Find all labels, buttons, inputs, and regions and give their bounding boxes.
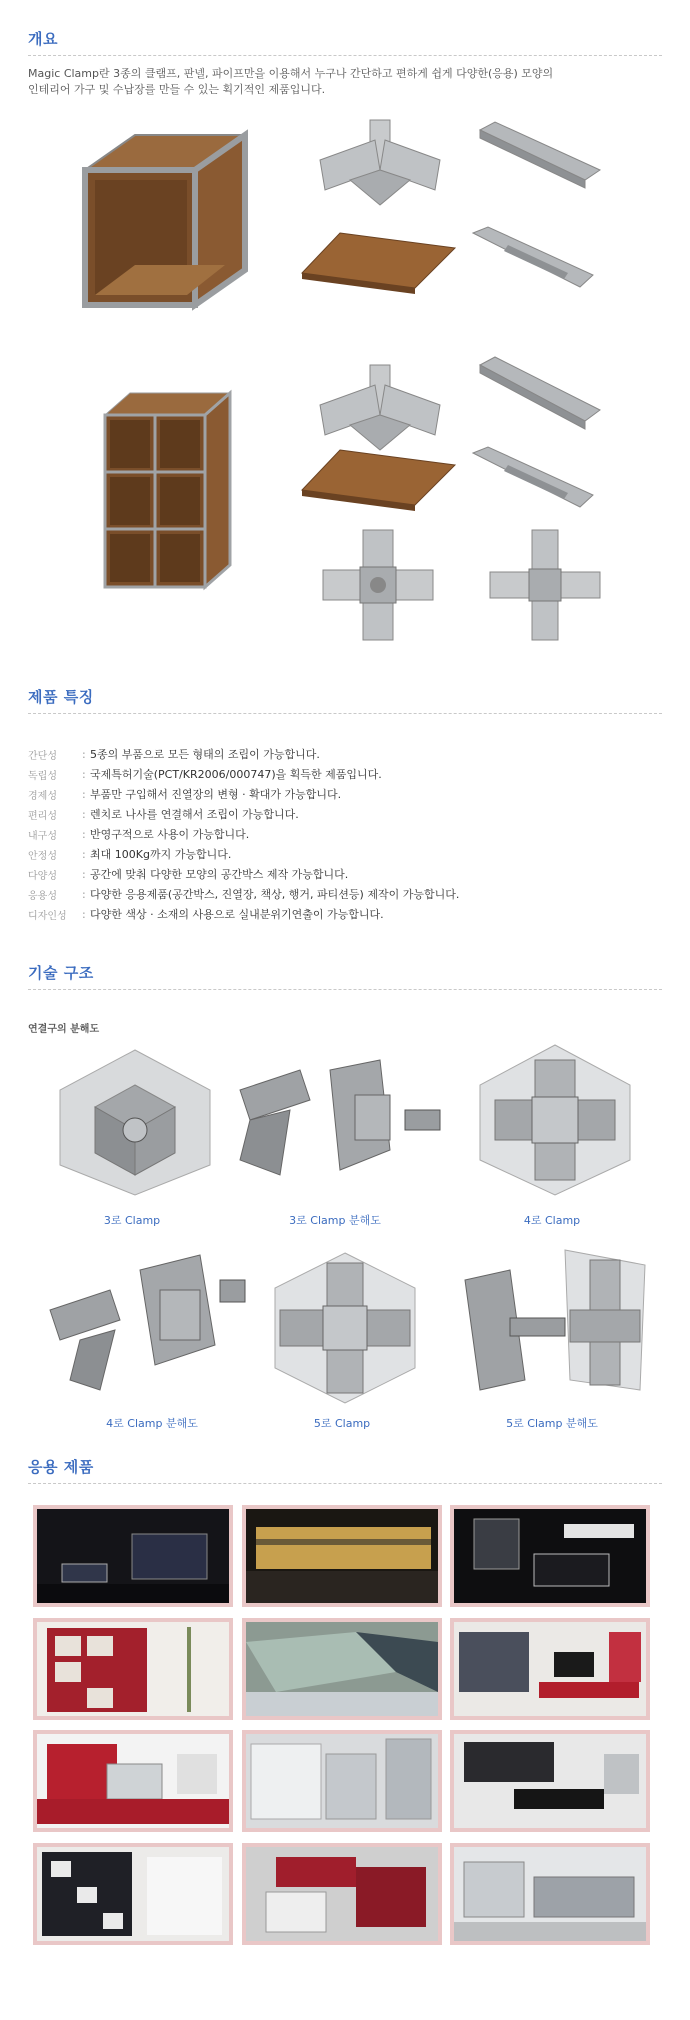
features-divider xyxy=(28,713,662,714)
application-photo xyxy=(242,1730,442,1832)
overview-title: 개요 xyxy=(28,30,58,48)
tech-subtitle: 연결구의 분해도 xyxy=(28,1024,100,1035)
feature-row: 내구성 : 반영구적으로 사용이 가능합니다. xyxy=(28,827,250,842)
overview-divider xyxy=(28,55,662,56)
feature-row: 응용성 : 다양한 응용제품(공간박스, 진열장, 책상, 행거, 파티션등) 제작이 가능합니다. xyxy=(28,887,460,902)
application-photo xyxy=(450,1730,650,1832)
application-photo xyxy=(242,1505,442,1607)
caption-5way-clamp: 5로 Clamp xyxy=(313,1417,371,1430)
four-way-clamp-illustration xyxy=(318,525,438,645)
overview-line-2: 인테리어 가구 및 수납장를 만들 수 있는 획기적인 제품입니다. xyxy=(28,83,326,96)
pipe-2-illustration xyxy=(475,355,605,435)
feature-label: 디자인성 xyxy=(28,910,67,922)
application-photo xyxy=(33,1730,233,1832)
application-photo xyxy=(450,1843,650,1945)
panel-illustration xyxy=(300,228,460,298)
feature-text: 렌치로 나사를 연결해서 조립이 가능합니다. xyxy=(90,808,299,821)
feature-label: 간단성 xyxy=(28,750,57,762)
features-list xyxy=(28,744,668,924)
feature-label: 경제성 xyxy=(28,790,57,802)
applications-divider xyxy=(28,1483,662,1484)
four-way-clamp-2-illustration xyxy=(485,525,605,645)
shelf-unit-illustration xyxy=(95,385,245,595)
application-photo xyxy=(242,1843,442,1945)
rail-2-illustration xyxy=(468,445,598,515)
overview-description xyxy=(28,66,648,98)
feature-text: 공간에 맞춰 다양한 모양의 공간박스 제작 가능합니다. xyxy=(90,868,349,881)
feature-text: 부품만 구입해서 진열장의 변형 · 확대가 가능합니다. xyxy=(90,788,342,801)
feature-text: 다양한 색상 · 소재의 사용으로 실내분위기연출이 가능합니다. xyxy=(90,908,384,921)
clamp-part-illustration xyxy=(310,110,450,220)
tech-title: 기술 구조 xyxy=(28,964,94,982)
feature-label: 다양성 xyxy=(28,870,57,882)
caption-5way-clamp-exploded: 5로 Clamp 분해도 xyxy=(506,1417,598,1430)
caption-4way-clamp-exploded: 4로 Clamp 분해도 xyxy=(106,1417,198,1430)
applications-title: 응용 제품 xyxy=(28,1458,94,1476)
pipe-illustration xyxy=(475,120,605,190)
feature-text: 5종의 부품으로 모든 형태의 조립이 가능합니다. xyxy=(90,748,320,761)
application-photo xyxy=(33,1843,233,1945)
tech-divider xyxy=(28,989,662,990)
feature-row: 디자인성 : 다양한 색상 · 소재의 사용으로 실내분위기연출이 가능합니다. xyxy=(28,907,384,922)
five-way-clamp-exploded-diagram xyxy=(455,1240,655,1405)
four-way-clamp-diagram xyxy=(470,1040,640,1200)
feature-row: 다양성 : 공간에 맞춰 다양한 모양의 공간박스 제작 가능합니다. xyxy=(28,867,349,882)
feature-text: 최대 100Kg까지 가능합니다. xyxy=(90,848,232,861)
feature-label: 안정성 xyxy=(28,850,57,862)
feature-label: 응용성 xyxy=(28,890,57,902)
feature-row: 간단성 : 5종의 부품으로 모든 형태의 조립이 가능합니다. xyxy=(28,747,320,762)
feature-text: 다양한 응용제품(공간박스, 진열장, 책상, 행거, 파티션등) 제작이 가능합니다. xyxy=(90,888,460,901)
five-way-clamp-diagram xyxy=(265,1248,425,1408)
three-way-clamp-diagram xyxy=(50,1045,220,1200)
feature-text: 반영구적으로 사용이 가능합니다. xyxy=(90,828,250,841)
application-photo xyxy=(450,1505,650,1607)
application-photo xyxy=(33,1505,233,1607)
application-photo xyxy=(242,1618,442,1720)
feature-row: 경제성 : 부품만 구입해서 진열장의 변형 · 확대가 가능합니다. xyxy=(28,787,342,802)
caption-3way-clamp-exploded: 3로 Clamp 분해도 xyxy=(289,1214,381,1227)
feature-row: 안정성 : 최대 100Kg까지 가능합니다. xyxy=(28,847,232,862)
feature-label: 편리성 xyxy=(28,810,57,822)
panel-2-illustration xyxy=(300,445,460,515)
application-photo xyxy=(450,1618,650,1720)
rail-illustration xyxy=(468,225,598,295)
caption-3way-clamp: 3로 Clamp xyxy=(103,1214,161,1227)
three-way-clamp-exploded-diagram xyxy=(230,1050,445,1190)
feature-text: 국제특허기술(PCT/KR2006/000747)을 획득한 제품입니다. xyxy=(90,768,382,781)
feature-label: 독립성 xyxy=(28,770,57,782)
feature-label: 내구성 xyxy=(28,830,57,842)
four-way-clamp-exploded-diagram xyxy=(40,1250,250,1395)
application-photo xyxy=(33,1618,233,1720)
features-title: 제품 특징 xyxy=(28,688,94,706)
feature-row: 편리성 : 렌치로 나사를 연결해서 조립이 가능합니다. xyxy=(28,807,299,822)
overview-line-1: Magic Clamp란 3종의 클램프, 판넬, 파이프만을 이용해서 누구나 간단하고 편하게 쉽게 다양한(응용) 모양의 xyxy=(28,67,554,80)
cube-box-illustration xyxy=(75,115,255,315)
caption-4way-clamp: 4로 Clamp xyxy=(523,1214,581,1227)
feature-row: 독립성 : 국제특허기술(PCT/KR2006/000747)을 획득한 제품입니다. xyxy=(28,767,382,782)
